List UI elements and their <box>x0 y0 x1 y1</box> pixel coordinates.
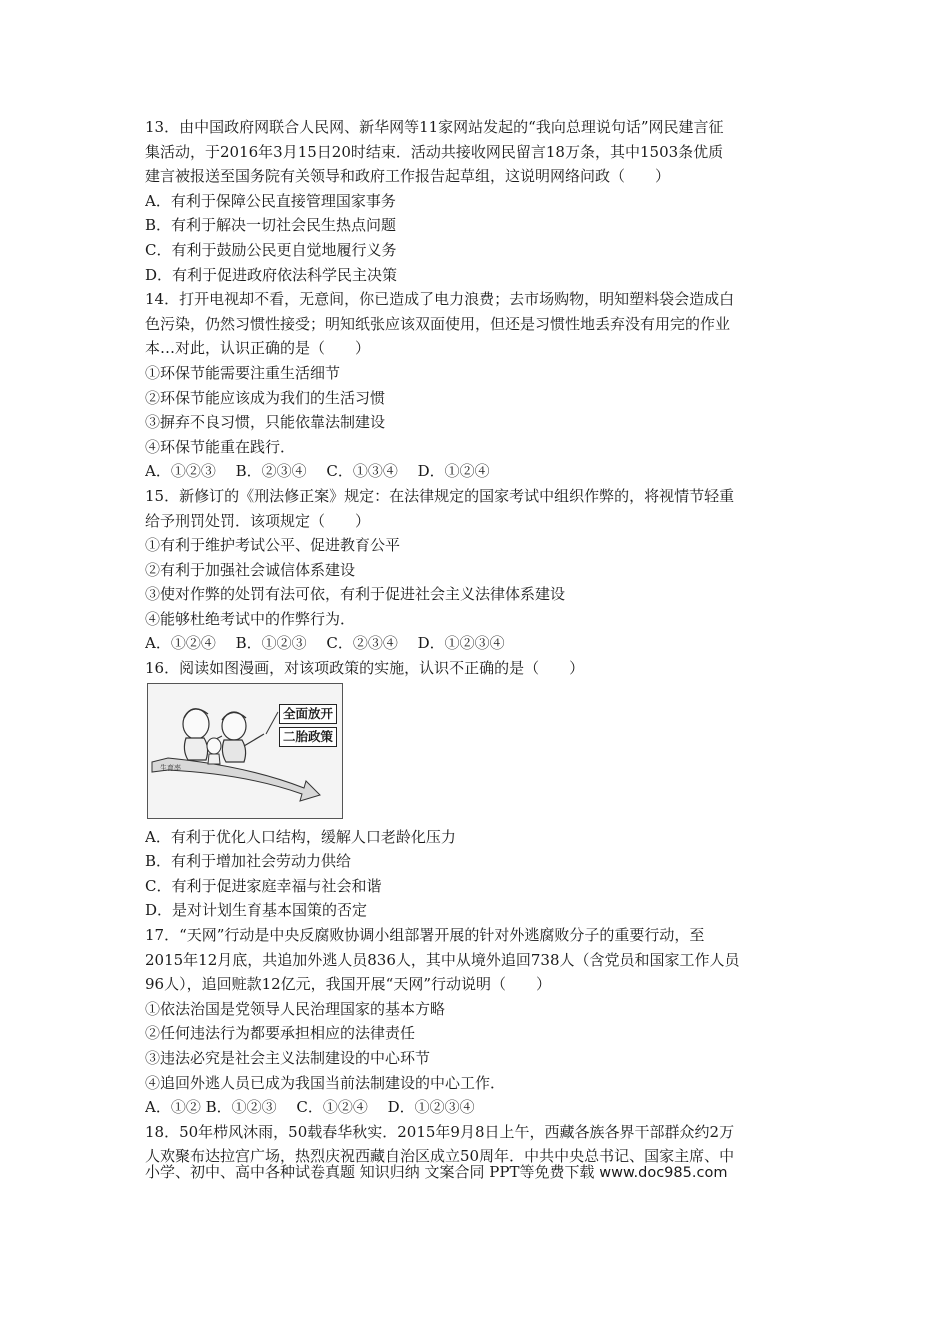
question-stem-line: 14．打开电视却不看，无意间，你已造成了电力浪费；去市场购物，明知塑料袋会造成白 <box>145 290 735 309</box>
question-stem-line: 16．阅读如图漫画，对该项政策的实施，认识不正确的是（ ） <box>145 659 585 678</box>
question-stem-line: 2015年12月底，共追加外逃人员836人，其中从境外追回738人（含党员和国家工作人员 <box>145 950 740 969</box>
question-13 <box>145 115 810 287</box>
question-list <box>145 115 810 1169</box>
option-c: C．有利于促进家庭幸福与社会和谐 <box>145 876 382 895</box>
footer-text: 小学、初中、高中各种试卷真题 知识归纳 文案合同 PPT等免费下载 <box>145 1163 595 1181</box>
option-a: A．有利于保障公民直接管理国家事务 <box>145 191 396 210</box>
cartoon-image <box>147 683 343 819</box>
statement-item: ③违法必究是社会主义法制建设的中心环节 <box>145 1049 431 1067</box>
option-a: A．有利于优化人口结构，缓解人口老龄化压力 <box>145 827 456 846</box>
band-label: 生育率 <box>160 763 181 772</box>
statement-item: ④环保节能重在践行． <box>145 437 296 456</box>
statement-item: ①依法治国是党领导人民治理国家的基本方略 <box>145 999 446 1018</box>
question-stem-line: 17．“天网”行动是中央反腐败协调小组部署开展的针对外逃腐败分子的重要行动，至 <box>145 926 705 945</box>
page-footer <box>145 1162 825 1183</box>
question-stem-line: 建言被报送至国务院有关领导和政府工作报告起草组，这说明网络问政（ ） <box>145 167 671 186</box>
statement-item: ④能够杜绝考试中的作弊行为． <box>145 609 356 628</box>
question-17 <box>145 923 810 1120</box>
answer-choices: A．①② B．①②③ C．①②④ D．①②③④ <box>145 1098 475 1117</box>
statement-item: ③摒弃不良习惯，只能依靠法制建设 <box>145 413 386 432</box>
question-14 <box>145 287 810 484</box>
sign-policy-line2: 二胎政策 <box>279 727 337 747</box>
answer-choices: A．①②④ B．①②③ C．②③④ D．①②③④ <box>145 634 505 653</box>
statement-item: ②环保节能应该成为我们的生活习惯 <box>145 388 386 407</box>
statement-item: ①有利于维护考试公平、促进教育公平 <box>145 536 401 555</box>
question-16 <box>145 656 810 923</box>
statement-item: ②有利于加强社会诚信体系建设 <box>145 560 356 579</box>
statement-item: ②任何违法行为都要承担相应的法律责任 <box>145 1024 416 1043</box>
question-stem-line: 本…对此，认识正确的是（ ） <box>145 339 371 358</box>
question-stem-line: 96人），追回赃款12亿元，我国开展“天网”行动说明（ ） <box>145 975 552 994</box>
footer-site-link[interactable]: www.doc985.com <box>599 1165 728 1181</box>
question-stem-line: 18．50年栉风沐雨，50载春华秋实．2015年9月8日上午，西藏各族各界干部群众约2万 <box>145 1122 735 1141</box>
option-b: B．有利于增加社会劳动力供给 <box>145 852 352 871</box>
question-stem-line: 色污染，仍然习惯性接受；明知纸张应该双面使用，但还是习惯性地丢弃没有用完的作业 <box>145 314 731 333</box>
option-d: D．有利于促进政府依法科学民主决策 <box>145 265 398 284</box>
statement-item: ④追回外逃人员已成为我国当前法制建设的中心工作． <box>145 1073 506 1092</box>
question-stem-line: 集活动，于2016年3月15日20时结束．活动共接收网民留言18万条，其中1503条优质 <box>145 142 724 161</box>
question-15 <box>145 484 810 656</box>
answer-choices: A．①②③ B．②③④ C．①③④ D．①②④ <box>145 462 490 481</box>
option-d: D．是对计划生育基本国策的否定 <box>145 901 368 920</box>
question-stem-line: 人欢聚布达拉宫广场，热烈庆祝西藏自治区成立50周年．中共中央总书记、国家主席、中 <box>145 1147 735 1166</box>
statement-item: ③使对作弊的处罚有法可依，有利于促进社会主义法律体系建设 <box>145 585 566 604</box>
question-stem-line: 15．新修订的《刑法修正案》规定：在法律规定的国家考试中组织作弊的，将视情节轻重 <box>145 486 735 505</box>
question-stem-line: 13．由中国政府网联合人民网、新华网等11家网站发起的“我向总理说句话”网民建言征 <box>145 118 724 136</box>
statement-item: ①环保节能需要注重生活细节 <box>145 363 341 382</box>
question-stem-line: 给予刑罚处罚．该项规定（ ） <box>145 511 371 530</box>
option-b: B．有利于解决一切社会民生热点问题 <box>145 216 397 235</box>
option-c: C．有利于鼓励公民更自觉地履行义务 <box>145 240 397 259</box>
sign-policy-line1: 全面放开 <box>279 704 337 724</box>
